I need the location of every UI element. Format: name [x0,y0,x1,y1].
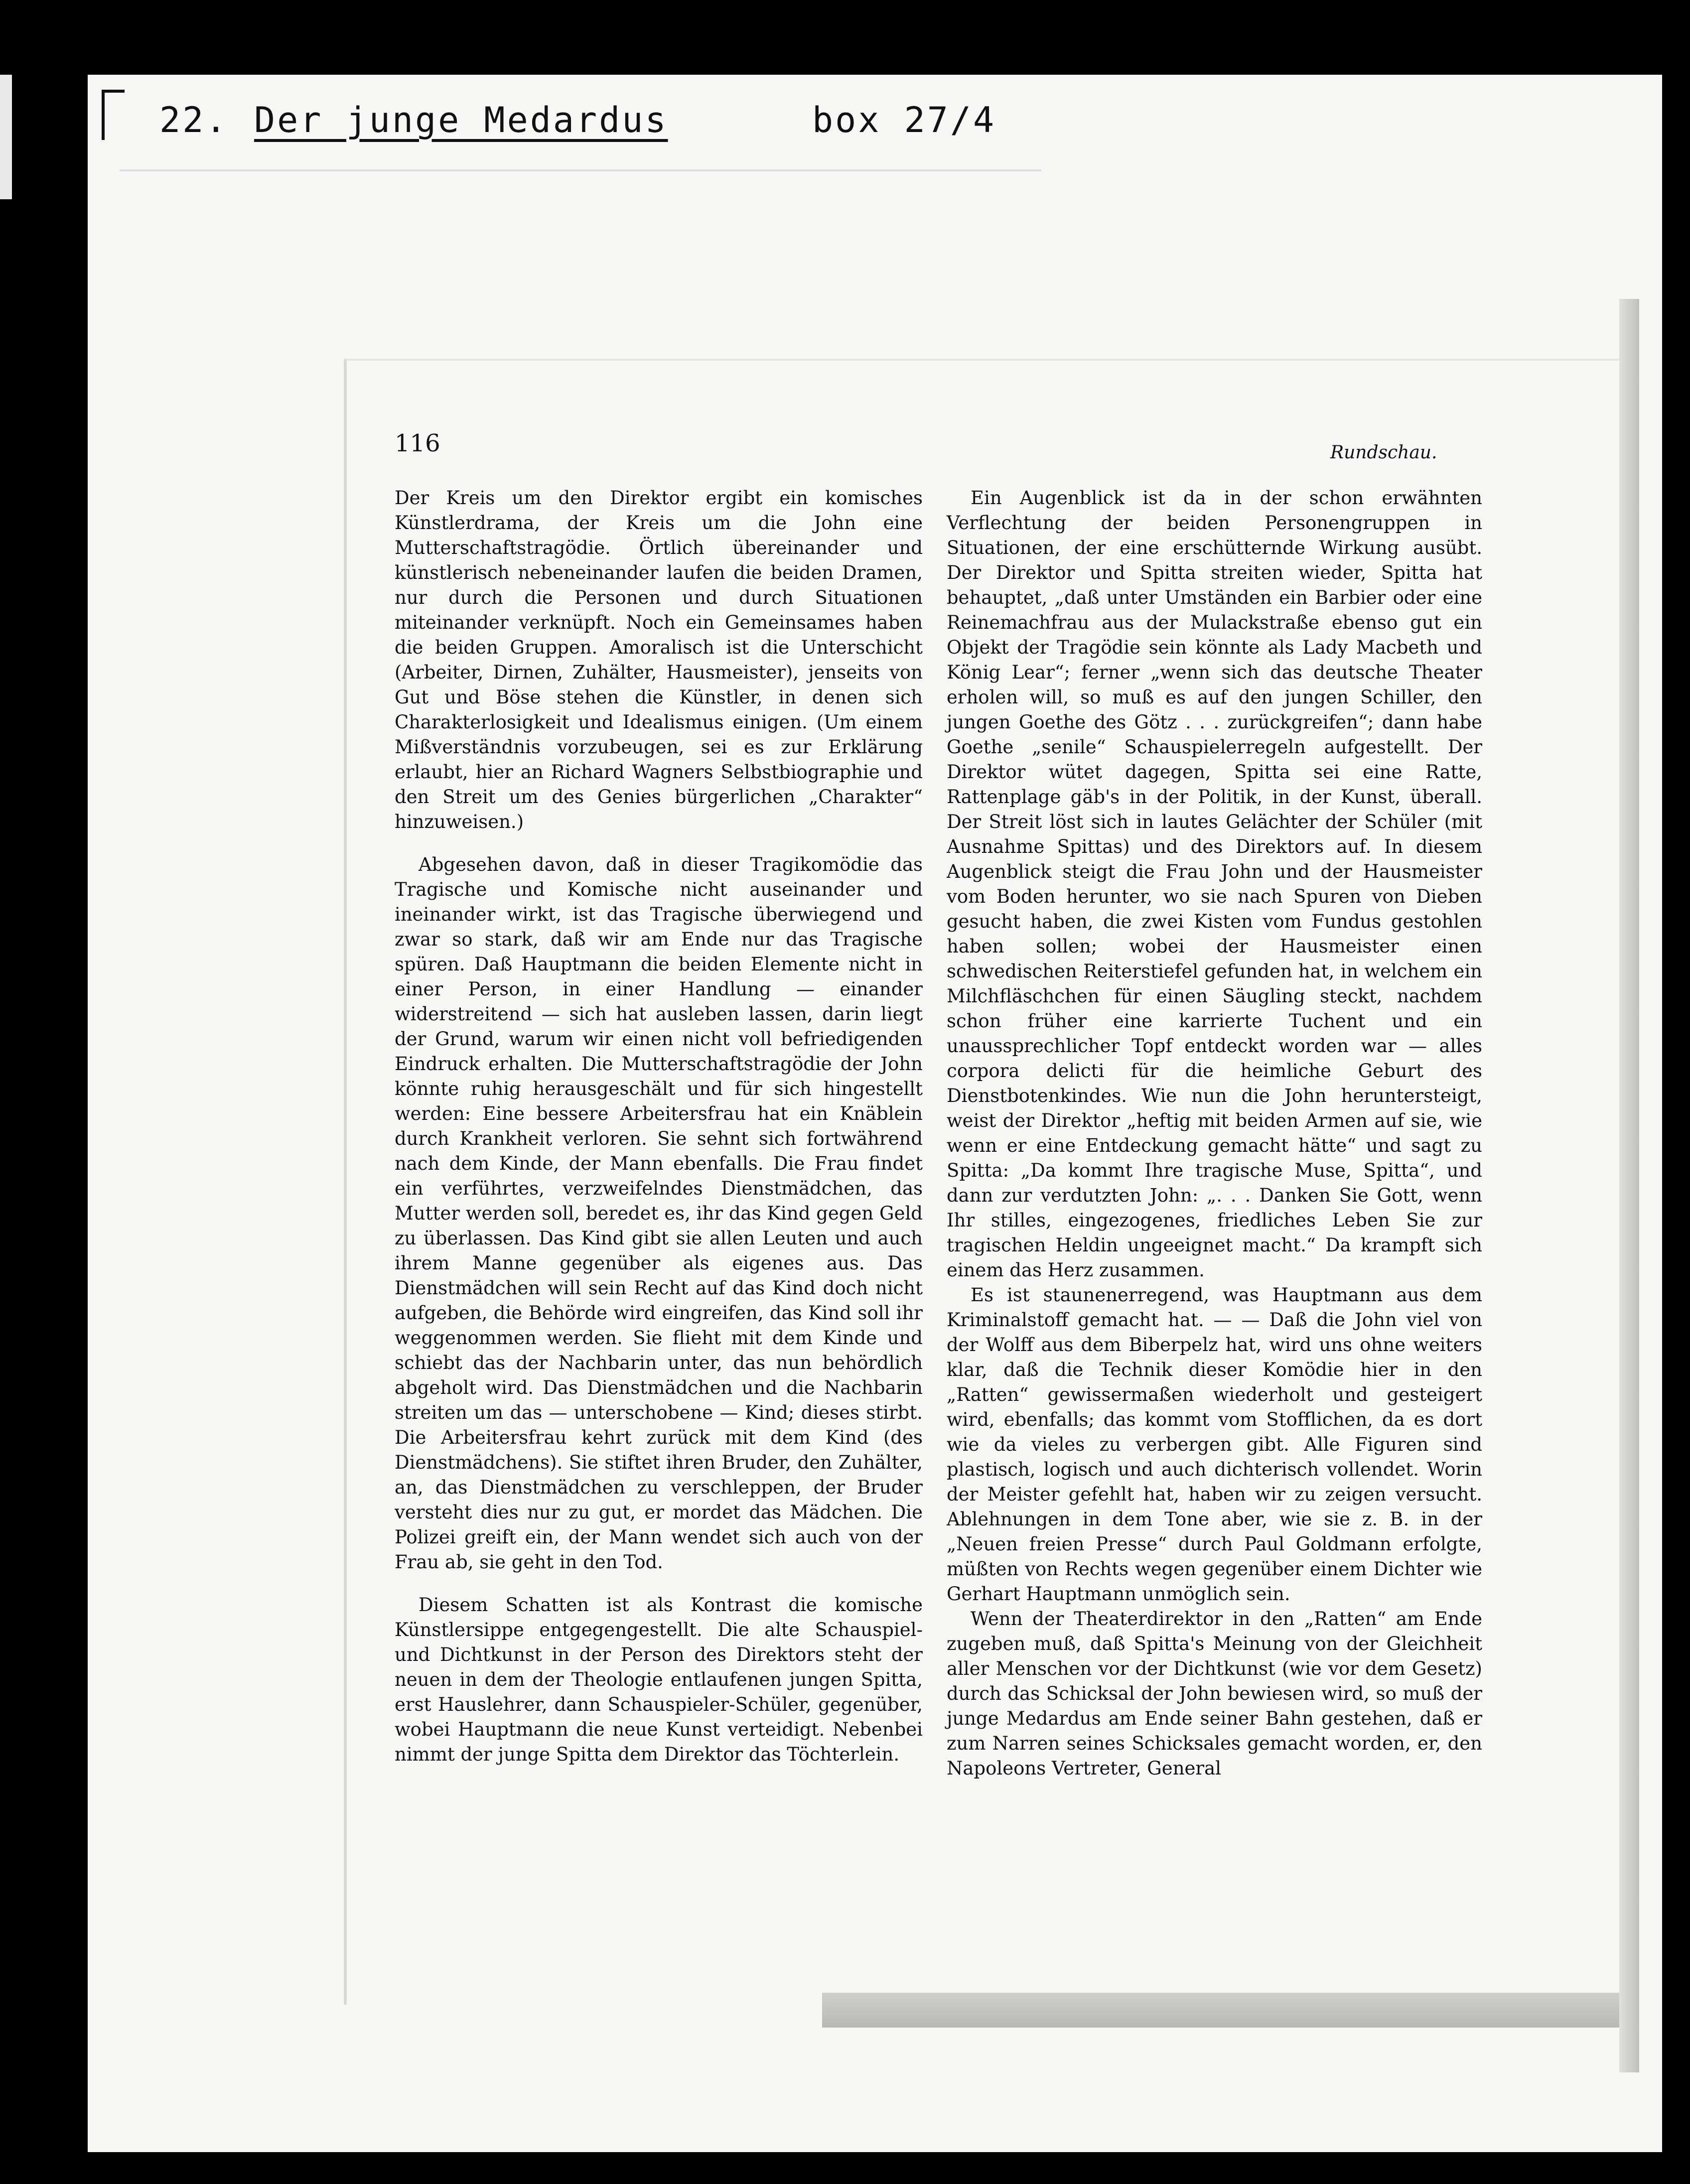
header-title: Der junge Medardus [254,100,668,140]
left-column [395,486,923,1767]
header-number: 22. [159,100,229,140]
right-column [947,486,1482,1781]
adjacent-page-edge [0,75,12,199]
paragraph: Ein Augenblick ist da in der schon erwähnten Verflechtung der beiden Personengruppen in Situationen, der eine erschütternde Wirkung ausübt. Der Direktor und Spitta streiten wieder, Spitta hat behauptet, „daß unter Umständen ein Barbier oder eine Reinemachfrau aus der Mulackstraße ebenso gut ein Objekt der Tragödie sein könnte als Lady Macbeth und König Lear“; ferner „wenn sich das deutsche Theater erholen will, so muß es auf den jungen Schiller, den jungen Goethe des Götz . . . zurückgreifen“; dann habe Goethe „senile“ Schauspielerregeln aufgestellt. Der Direktor wütet dagegen, Spitta sei eine Ratte, Rattenplage gäb's in der Politik, in der Kunst, überall. Der Streit löst sich in lautes Gelächter der Schüler (mit Ausnahme Spittas) und des Direktors auf. In diesem Augenblick steigt die Frau John und der Hausmeister vom Boden herunter, wo sie nach Spuren von Dieben gesucht haben, die zwei Kisten vom Fundus gestohlen haben sollen; wobei der Hausmeister einen schwedischen Reiterstiefel gefunden hat, in welchem ein Milchfläschchen für einen Säugling steckt, nachdem schon früher eine karrierte Tuchent und ein unaussprechlicher Topf entdeckt worden war — alles corpora delicti für die heimliche Geburt des Dienstbotenkindes. Wie nun die John heruntersteigt, weist der Direktor „heftig mit beiden Armen auf sie, wie wenn er eine Entdeckung gemacht hätte“ und sagt zu Spitta: „Da kommt Ihre tragische Muse, Spitta“, und dann zur verdutzten John: „. . . Danken Sie Gott, wenn Ihr stilles, eingezogenes, friedliches Leben Sie zur tragischen Heldin ungeeignet macht.“ Da krampft sich einem das Herz zusammen. [947,487,1482,1281]
running-head: Rundschau. [1330,442,1437,463]
paragraph: Es ist staunenerregend, was Hauptmann aus dem Kriminalstoff gemacht hat. — — Daß die John viel von der Wolff aus dem Biberpelz hat, wird uns ohne weiters klar, daß die Technik dieser Komödie hier in den „Ratten“ gewissermaßen wiederholt und gesteigert wird, ebenfalls; das kommt vom Stofflichen, da es dort wie da vieles zu verbergen gibt. Alle Figuren sind plastisch, logisch und auch dichterisch vollendet. Worin der Meister gefehlt hat, haben wir zu zeigen versucht. Ablehnungen in dem Tone aber, wie sie z. B. in der „Neuen freien Presse“ durch Paul Goldmann erfolgte, müßten von Rechts wegen gegenüber einem Dichter wie Gerhart Hauptmann unmöglich sein. [947,1284,1482,1605]
page-number: 116 [395,429,440,457]
header-box-label: box 27/4 [812,100,996,140]
paragraph: Abgesehen davon, daß in dieser Tragikomödie das Tragische und Komische nicht auseinander und ineinander wirkt, ist das Tragische überwiegend und zwar so stark, daß wir am Ende nur das Tragische spüren. Daß Hauptmann die beiden Elemente nicht in einer Person, in einer Handlung — einander widerstreitend — sich hat ausleben lassen, darin liegt der Grund, warum wir einen nicht voll befriedigenden Eindruck erhalten. Die Mutterschaftstragödie der John könnte ruhig herausgeschält und für sich hingestellt werden: Eine bessere Arbeitersfrau hat ein Knäblein durch Krankheit verloren. Sie sehnt sich fortwährend nach dem Kinde, der Mann ebenfalls. Die Frau findet ein verführtes, verzweifelndes Dienstmädchen, das Mutter werden soll, beredet es, ihr das Kind gegen Geld zu überlassen. Das Kind gibt sie allen Leuten und auch ihrem Manne gegenüber als eigenes aus. Das Dienstmädchen will sein Recht auf das Kind doch nicht aufgeben, die Behörde wird eingreifen, das Kind soll ihr weggenommen werden. Sie flieht mit dem Kinde und schiebt das der Nachbarin unter, das nun behördlich abgeholt wird. Das Dienstmädchen und die Nachbarin streiten um das — unterschobene — Kind; dieses stirbt. Die Arbeitersfrau kehrt zurück mit dem Kind (des Dienstmädchens). Sie stiftet ihren Bruder, den Zuhälter, an, das Dienstmädchen zu verschleppen, der Bruder versteht dies nur zu gut, er mordet das Mädchen. Die Polizei greift ein, der Mann wendet sich auch von der Frau ab, sie geht in den Tod. [395,854,923,1573]
corner-mark [102,90,125,140]
paragraph: Der Kreis um den Direktor ergibt ein komisches Künstlerdrama, der Kreis um die John eine Mutterschaftstragödie. Örtlich übereinander und künstlerisch nebeneinander laufen die beiden Dramen, nur durch die Personen und durch Situationen miteinander verknüpft. Noch ein Gemeinsames haben die beiden Gruppen. Amoralisch ist die Unterschicht (Arbeiter, Dirnen, Zuhälter, Hausmeister), jenseits von Gut und Böse stehen die Künstler, in denen sich Charakterlosigkeit und Idealismus einigen. (Um einem Mißverständnis vorzubeugen, sei es zur Erklärung erlaubt, hier an Richard Wagners Selbstbiographie und den Streit um des Genies bürgerlichen „Charakter“ hinzuweisen.) [395,487,923,832]
clipping-bottom-edge [822,1993,1619,2028]
clipping-right-edge [1619,299,1639,2072]
paragraph: Diesem Schatten ist als Kontrast die komische Künstlersippe entgegengestellt. Die alte Schauspiel- und Dichtkunst in der Person des Direktors steht der neuen in dem der Theologie entlaufenen jungen Spitta, erst Hauslehrer, dann Schauspieler-Schüler, gegenüber, wobei Hauptmann die neue Kunst verteidigt. Nebenbei nimmt der junge Spitta dem Direktor das Töchterlein. [395,1594,923,1765]
paragraph: Wenn der Theaterdirektor in den „Ratten“ am Ende zugeben muß, daß Spitta's Meinung von der Gleichheit aller Menschen vor der Dichtkunst (wie vor dem Gesetz) durch das Schicksal der John bewiesen wird, so muß der junge Medardus am Ende seiner Bahn gestehen, daß er zum Narren seines Schicksales gemacht worden, er, den Napoleons Vertreter, General [947,1608,1482,1779]
header-divider [120,169,1041,171]
